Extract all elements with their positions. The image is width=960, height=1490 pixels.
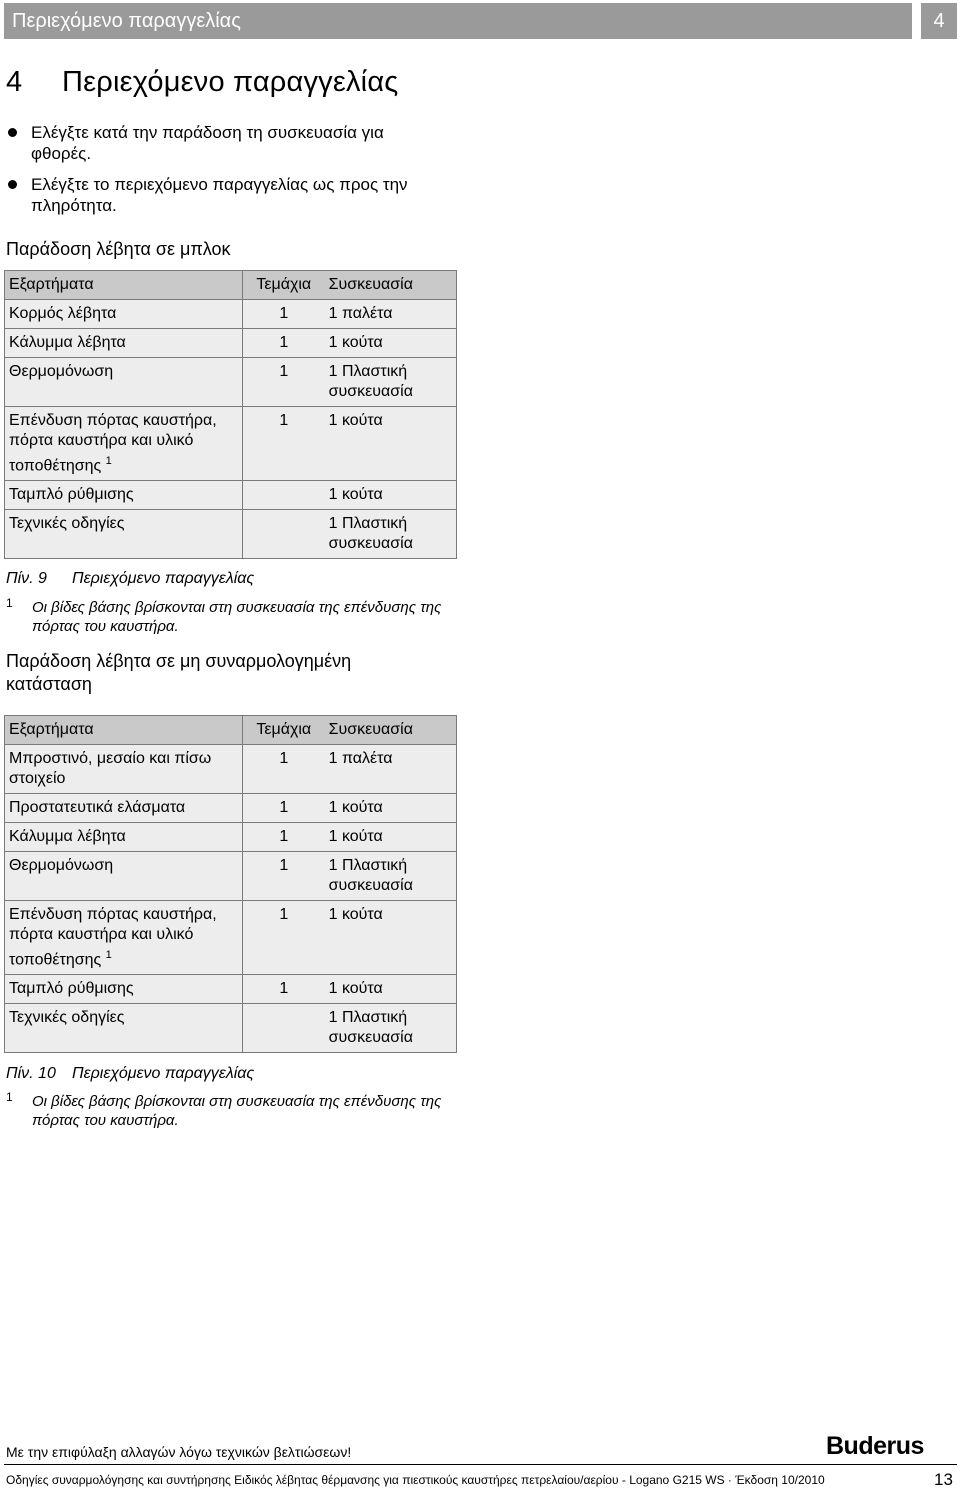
- table-row: [5, 852, 457, 901]
- footnote-ref: 1: [105, 949, 112, 961]
- table-cell: [5, 407, 243, 481]
- footnote-number: 1: [6, 1090, 13, 1104]
- table-cell: Τεχνικές οδηγίες: [5, 1004, 243, 1053]
- page-title: [6, 66, 398, 99]
- table-cell: Κάλυμμα λέβητα: [5, 823, 243, 852]
- table-cell: Τεχνικές οδηγίες: [5, 510, 243, 559]
- page-title-number: 4: [6, 66, 23, 98]
- footnote-ref: 1: [105, 455, 112, 467]
- table-cell: [242, 481, 324, 510]
- table-cell: 1: [242, 794, 324, 823]
- table-cell: 1: [242, 407, 324, 481]
- table-cell: 1 Πλαστική συσκευασία: [325, 852, 457, 901]
- column-header: Τεμάχια: [242, 716, 324, 745]
- table-cell: 1 κούτα: [325, 407, 457, 481]
- table-row: [5, 794, 457, 823]
- footnote: [6, 1092, 456, 1130]
- table-cell: 1: [242, 329, 324, 358]
- column-header: Εξαρτήματα: [5, 271, 243, 300]
- table-cell: 1 Πλαστική συσκευασία: [325, 358, 457, 407]
- table-row: [5, 1004, 457, 1053]
- table-cell: 1: [242, 358, 324, 407]
- page-number: 13: [934, 1470, 953, 1489]
- table-cell: 1 παλέτα: [325, 300, 457, 329]
- footnote-text: Οι βίδες βάσης βρίσκονται στη συσκευασία της επένδυσης της πόρτας του καυστήρα.: [32, 599, 442, 635]
- table-row: [5, 901, 457, 975]
- bullet-icon: [8, 128, 17, 137]
- header-bar: [4, 3, 912, 39]
- table-row: [5, 510, 457, 559]
- check-list: [8, 122, 448, 226]
- table-row: [5, 481, 457, 510]
- column-header: Συσκευασία: [325, 716, 457, 745]
- table-caption: [6, 1065, 254, 1083]
- brand-logo: Buderus: [826, 1432, 924, 1460]
- table-cell: Μπροστινό, μεσαίο και πίσω στοιχείο: [5, 745, 243, 794]
- table-row: [5, 823, 457, 852]
- table-cell: 1 κούτα: [325, 901, 457, 975]
- table-header-row: [5, 716, 457, 745]
- column-header: Τεμάχια: [242, 271, 324, 300]
- table-cell: 1 κούτα: [325, 481, 457, 510]
- table-cell: Κάλυμμα λέβητα: [5, 329, 243, 358]
- table-cell: 1: [242, 745, 324, 794]
- caption-text: Περιεχόμενο παραγγελίας: [72, 1065, 255, 1082]
- table-cell: 1: [242, 852, 324, 901]
- caption-text: Περιεχόμενο παραγγελίας: [72, 570, 255, 587]
- footer-divider: [4, 1464, 957, 1465]
- table-cell: 1: [242, 300, 324, 329]
- section1-title: Παράδοση λέβητα σε μπλοκ: [6, 239, 231, 259]
- cell-text: Επένδυση πόρτας καυστήρα, πόρτα καυστήρα και υλικό τοποθέτησης: [9, 412, 217, 475]
- table-cell: 1 Πλαστική συσκευασία: [325, 1004, 457, 1053]
- list-item-text: Ελέγξτε κατά την παράδοση τη συσκευασία για φθορές.: [31, 123, 384, 163]
- table-row: [5, 407, 457, 481]
- table-row: [5, 745, 457, 794]
- table-cell: Προστατευτικά ελάσματα: [5, 794, 243, 823]
- table-cell: Θερμομόνωση: [5, 358, 243, 407]
- header-chapter-number: 4: [921, 3, 957, 39]
- footnote: [6, 598, 456, 636]
- list-item-text: Ελέγξτε το περιεχόμενο παραγγελίας ως προς την πληρότητα.: [31, 175, 408, 215]
- table-row: [5, 358, 457, 407]
- table-cell: [242, 510, 324, 559]
- footnote-number: 1: [6, 596, 13, 610]
- table-row: [5, 329, 457, 358]
- table-row: [5, 300, 457, 329]
- table-cell: 1 κούτα: [325, 794, 457, 823]
- table-cell: 1: [242, 901, 324, 975]
- table-cell: 1: [242, 823, 324, 852]
- cell-text: Επένδυση πόρτας καυστήρα, πόρτα καυστήρα και υλικό τοποθέτησης: [9, 906, 217, 969]
- table-cell: 1: [242, 975, 324, 1004]
- footnote-text: Οι βίδες βάσης βρίσκονται στη συσκευασία της επένδυσης της πόρτας του καυστήρα.: [32, 1093, 442, 1129]
- section2-title: Παράδοση λέβητα σε μη συναρμολογημένη κατάσταση: [6, 651, 352, 694]
- page-title-text: Περιεχόμενο παραγγελίας: [62, 66, 399, 98]
- table-cell: 1 κούτα: [325, 329, 457, 358]
- table-cell: Ταμπλό ρύθμισης: [5, 975, 243, 1004]
- footer-document-info: Οδηγίες συναρμολόγησης και συντήρησης Ειδικός λέβητας θέρμανσης για πιεστικούς καυστήρες πετρελαίου/αερίου - Logano G215 WS · Έκδοση 10/2010: [6, 1473, 825, 1487]
- table-cell: Ταμπλό ρύθμισης: [5, 481, 243, 510]
- table-cell: [242, 1004, 324, 1053]
- column-header: Εξαρτήματα: [5, 716, 243, 745]
- table-cell: 1 κούτα: [325, 975, 457, 1004]
- table-header-row: [5, 271, 457, 300]
- section1-table: [4, 270, 457, 559]
- table-cell: [5, 901, 243, 975]
- table-cell: 1 Πλαστική συσκευασία: [325, 510, 457, 559]
- footer-notice: Με την επιφύλαξη αλλαγών λόγω τεχνικών βελτιώσεων!: [6, 1444, 352, 1460]
- header-title: Περιεχόμενο παραγγελίας: [12, 9, 241, 32]
- bullet-icon: [8, 180, 17, 189]
- list-item: [8, 174, 448, 216]
- column-header: Συσκευασία: [325, 271, 457, 300]
- table-caption: [6, 570, 254, 588]
- section2-table: [4, 715, 457, 1053]
- caption-label: Πίν. 9: [6, 570, 47, 587]
- table-cell: Κορμός λέβητα: [5, 300, 243, 329]
- caption-label: Πίν. 10: [6, 1065, 56, 1082]
- list-item: [8, 122, 448, 164]
- table-cell: Θερμομόνωση: [5, 852, 243, 901]
- table-row: [5, 975, 457, 1004]
- table-cell: 1 κούτα: [325, 823, 457, 852]
- table-cell: 1 παλέτα: [325, 745, 457, 794]
